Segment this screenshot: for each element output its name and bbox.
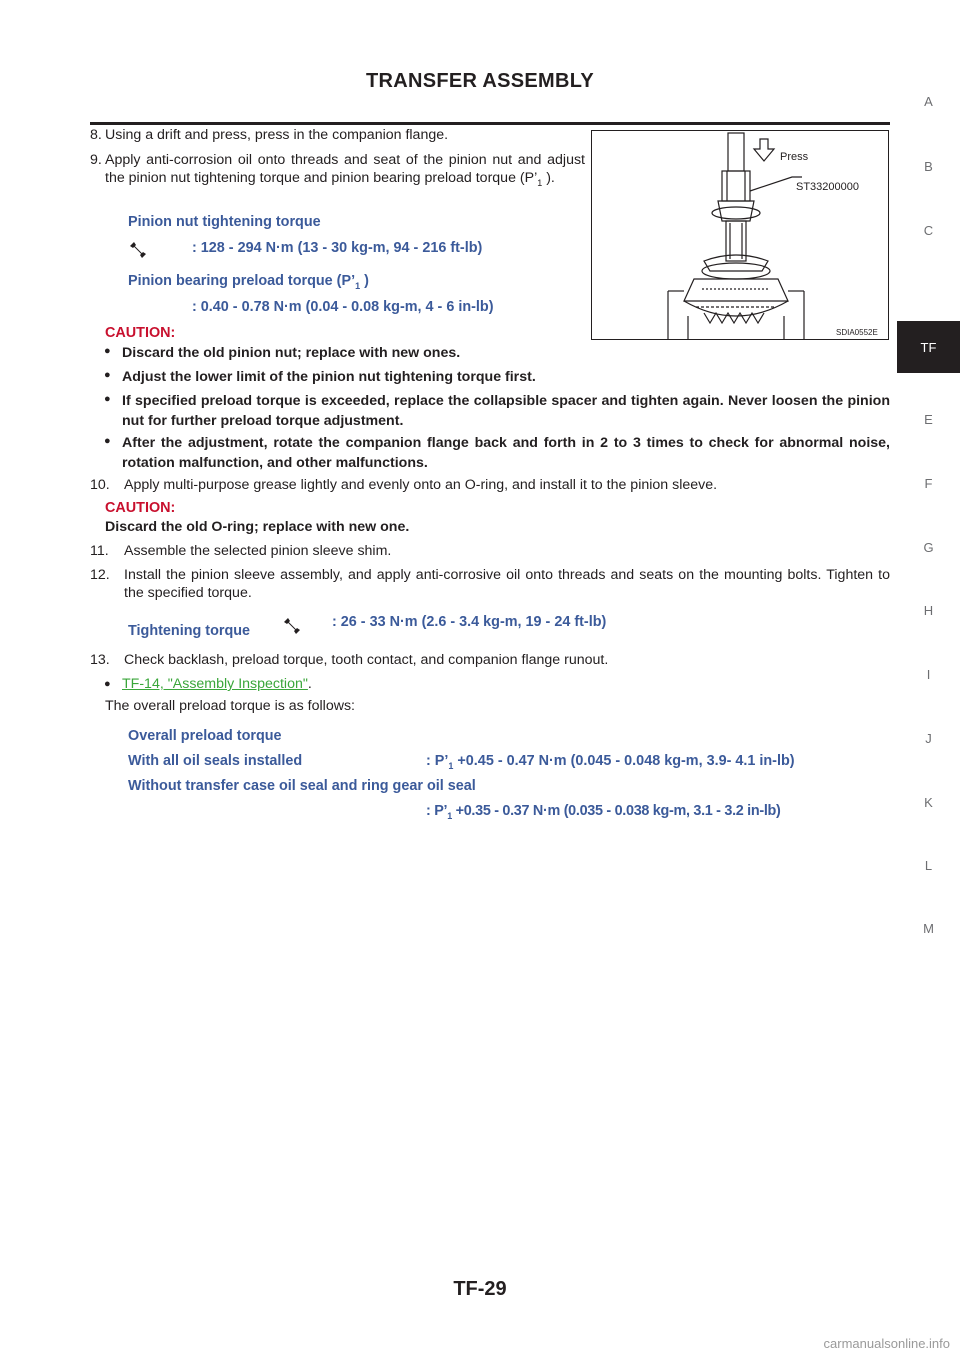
section-tab-k[interactable]: K: [924, 795, 933, 810]
bullet-icon: ●: [104, 435, 111, 447]
reference-line: [122, 675, 312, 693]
section-tab-e[interactable]: E: [924, 412, 933, 427]
overall-intro: The overall preload torque is as follows:: [105, 698, 355, 714]
spec-without-seals-sub: 1: [447, 810, 452, 821]
step-9-tail: ).: [542, 170, 555, 186]
page-title: TRANSFER ASSEMBLY: [365, 70, 595, 92]
step-12-number: 12.: [90, 567, 110, 583]
section-tab-l[interactable]: L: [924, 858, 933, 873]
caution-item-1: Discard the old pinion nut; replace with new ones.: [122, 345, 461, 361]
figure-label-press: Press: [780, 151, 809, 163]
press-illustration: [592, 131, 888, 339]
section-tab-tf-active[interactable]: TF: [897, 321, 960, 373]
torque-wrench-icon: [128, 240, 148, 265]
assembly-inspection-link[interactable]: TF-14, "Assembly Inspection": [122, 676, 308, 692]
header-rule: [90, 122, 890, 125]
section-tab-c[interactable]: C: [923, 223, 934, 238]
watermark: carmanualsonline.info: [823, 1336, 950, 1351]
spec-with-seals-post: +0.45 - 0.47 N·m (0.045 - 0.048 kg-m, 3.9- 4.1 in-lb): [453, 753, 795, 769]
step-13-text: Check backlash, preload torque, tooth contact, and companion flange runout.: [124, 652, 609, 668]
caution-item-4: After the adjustment, rotate the companion flange back and forth in 2 to 3 times to check for abnormal noise, rotation malfunction, and other malfunctions.: [122, 435, 890, 471]
bullet-icon: ●: [104, 393, 111, 405]
reference-suffix: .: [307, 676, 312, 692]
spec-preload-label-sub: 1: [355, 280, 361, 291]
bullet-icon: ●: [104, 678, 111, 690]
step-9-number: 9.: [90, 152, 102, 168]
step-10-text: Apply multi-purpose grease lightly and evenly onto an O-ring, and install it to the pinion sleeve.: [124, 477, 718, 493]
caution-item-3: If specified preload torque is exceeded, replace the collapsible spacer and tighten again. Never loosen the pinion nut for further preload torque adjustment.: [122, 393, 890, 429]
step-8-text: Using a drift and press, press in the companion flange.: [105, 127, 449, 143]
step-12-text: Install the pinion sleeve assembly, and apply anti-corrosive oil onto threads and seats on the mounting bolts. Tighten to the specified torque.: [124, 567, 890, 601]
section-tab-g[interactable]: G: [923, 540, 934, 555]
step-11-text: Assemble the selected pinion sleeve shim.: [124, 543, 392, 559]
step-9-body: Apply anti-corrosion oil onto threads and seat of the pinion nut and adjust the pinion nut tightening torque and pinion bearing preload torque (P’: [105, 152, 585, 186]
spec-tightening-value: : 26 - 33 N·m (2.6 - 3.4 kg-m, 19 - 24 ft-lb): [332, 614, 607, 630]
spec-without-seals-value: [426, 803, 781, 821]
step-11-number: 11.: [90, 543, 109, 559]
caution-oring: Discard the old O-ring; replace with new one.: [105, 519, 410, 535]
spec-with-seals-value: [426, 753, 795, 771]
spec-overall-label: Overall preload torque: [128, 728, 282, 744]
section-tab-b[interactable]: B: [924, 159, 933, 174]
spec-without-seals-label: Without transfer case oil seal and ring gear oil seal: [128, 778, 476, 794]
spec-pinion-nut-value: : 128 - 294 N·m (13 - 30 kg-m, 94 - 216 ft-lb): [192, 240, 483, 256]
section-tab-a[interactable]: A: [924, 94, 933, 109]
section-tab-i[interactable]: I: [926, 667, 931, 682]
step-10-number: 10.: [90, 477, 110, 493]
spec-with-seals-sub: 1: [448, 760, 454, 771]
step-13-number: 13.: [90, 652, 110, 668]
caution-item-2: Adjust the lower limit of the pinion nut tightening torque first.: [122, 369, 536, 385]
companion-flange-press-figure: [591, 130, 889, 340]
spec-without-seals-pre: : P’: [426, 803, 448, 819]
bullet-icon: ●: [104, 369, 111, 381]
caution-label-2: CAUTION:: [105, 500, 176, 516]
spec-preload-label: [128, 273, 369, 291]
caution-label-1: CAUTION:: [105, 325, 176, 341]
spec-preload-value: : 0.40 - 0.78 N·m (0.04 - 0.08 kg-m, 4 - 6 in-lb): [192, 299, 494, 315]
figure-label-tool: ST33200000: [796, 181, 859, 193]
spec-preload-label-text: Pinion bearing preload torque (P’: [128, 273, 356, 289]
spec-preload-label-tail: ): [360, 273, 369, 289]
step-9-subscript: 1: [537, 177, 543, 188]
spec-with-seals-label: With all oil seals installed: [128, 753, 303, 769]
spec-pinion-nut-label: Pinion nut tightening torque: [128, 214, 321, 230]
section-tab-f[interactable]: F: [924, 476, 933, 491]
step-9-text: [105, 151, 585, 192]
section-tab-m[interactable]: M: [923, 921, 934, 936]
spec-with-seals-pre: : P’: [426, 753, 449, 769]
step-8-number: 8.: [90, 127, 102, 143]
section-tab-h[interactable]: H: [923, 603, 934, 618]
section-tab-j[interactable]: J: [925, 731, 932, 746]
figure-code: SDIA0552E: [836, 328, 878, 337]
spec-without-seals-post: +0.35 - 0.37 N·m (0.035 - 0.038 kg-m, 3.1 - 3.2 in-lb): [451, 803, 781, 819]
spec-tightening-label: Tightening torque: [128, 623, 251, 639]
bullet-icon: ●: [104, 345, 111, 357]
page-number: TF-29: [453, 1278, 507, 1300]
torque-wrench-icon: [282, 616, 302, 641]
